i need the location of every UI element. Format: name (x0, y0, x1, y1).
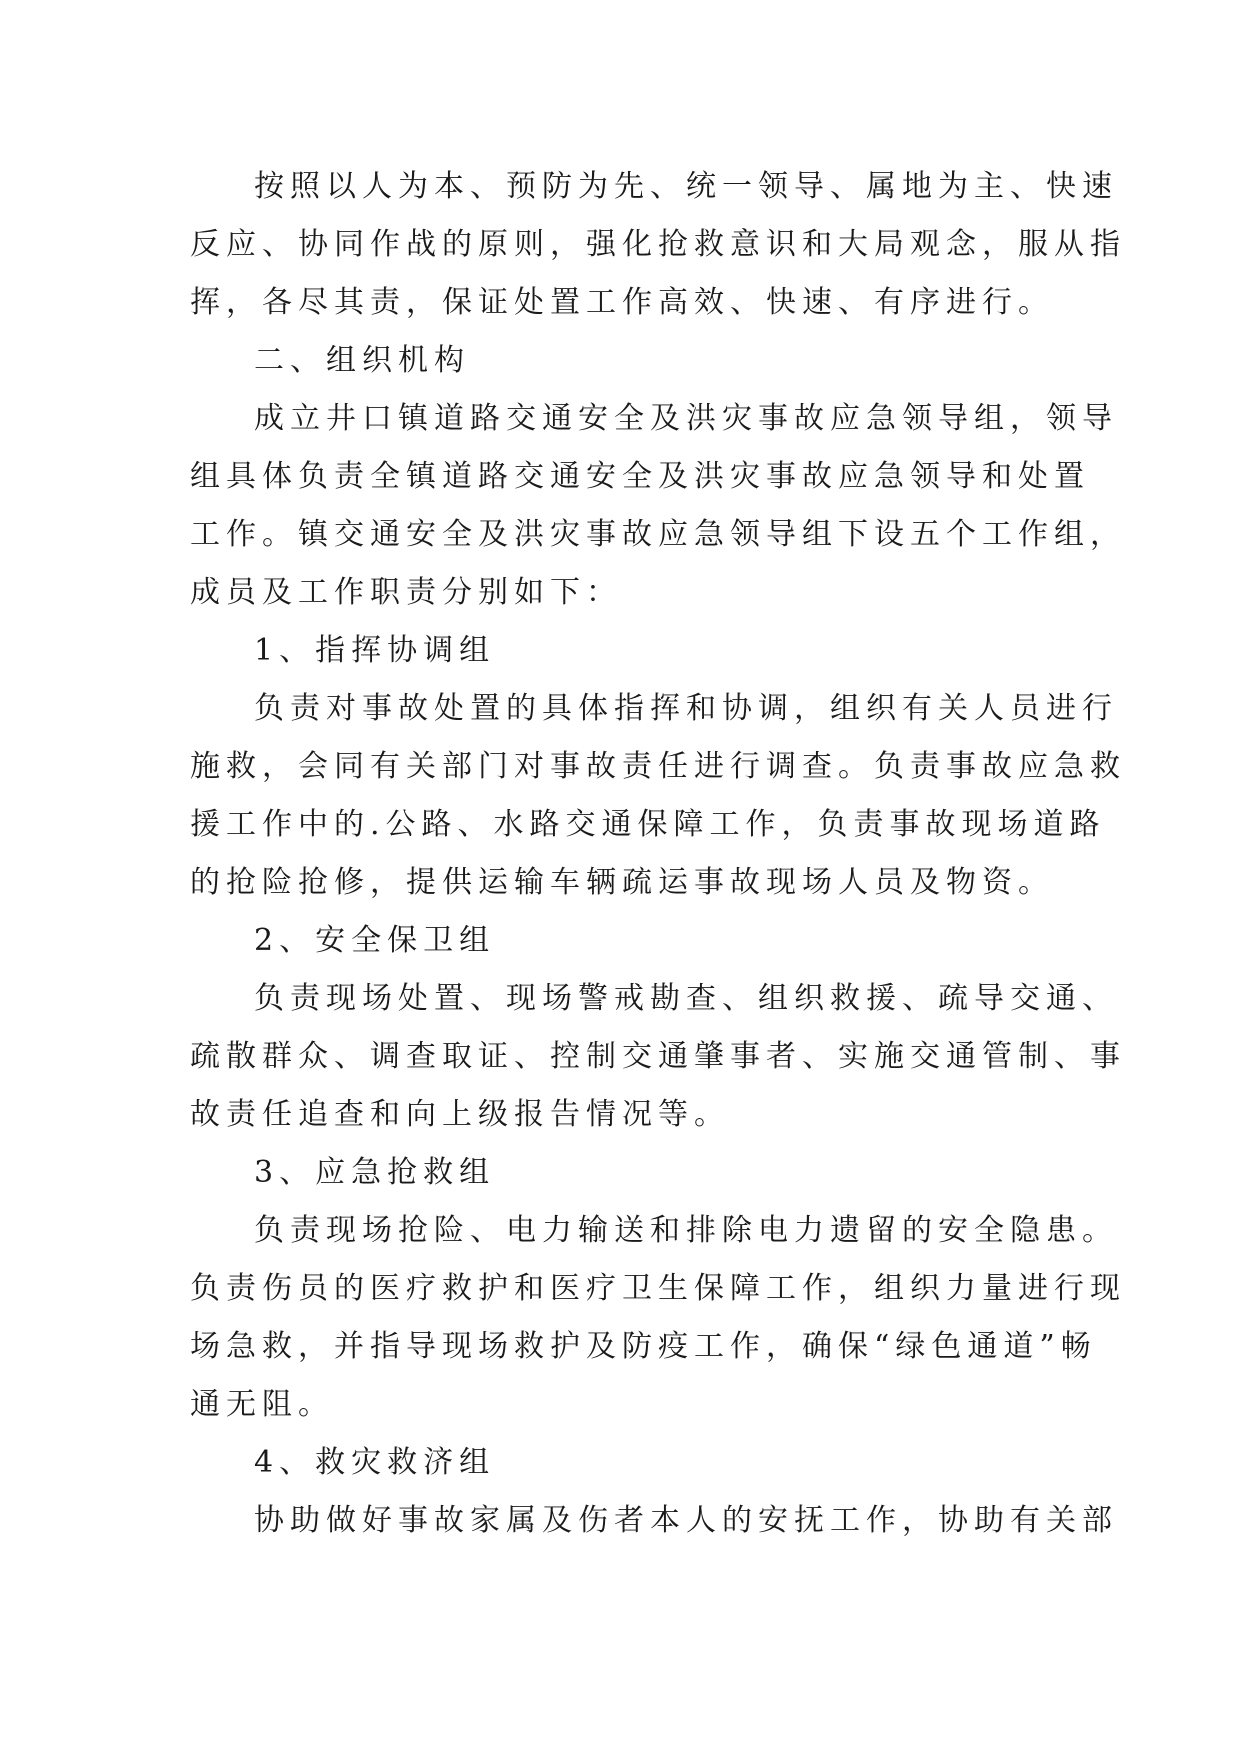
paragraph-line: 负责现场抢险、电力输送和排除电力遗留的安全隐患。 (254, 1213, 1118, 1248)
paragraph-line: 挥，各尽其责，保证处置工作高效、快速、有序进行。 (190, 285, 1054, 320)
paragraph-line: 通无阻。 (190, 1387, 334, 1422)
paragraph-line: 疏散群众、调查取证、控制交通肇事者、实施交通管制、事 (190, 1039, 1126, 1074)
subsection-heading: 1、指挥协调组 (254, 633, 496, 668)
paragraph-line: 工作。镇交通安全及洪灾事故应急领导组下设五个工作组， (190, 517, 1126, 552)
paragraph-line: 负责现场处置、现场警戒勘查、组织救援、疏导交通、 (254, 981, 1118, 1016)
paragraph-line: 成立井口镇道路交通安全及洪灾事故应急领导组，领导 (254, 401, 1118, 436)
paragraph-line: 的抢险抢修，提供运输车辆疏运事故现场人员及物资。 (190, 865, 1054, 900)
paragraph-line: 组具体负责全镇道路交通安全及洪灾事故应急领导和处置 (190, 459, 1090, 494)
paragraph-line: 援工作中的.公路、水路交通保障工作，负责事故现场道路 (190, 807, 1106, 842)
subsection-heading: 3、应急抢救组 (254, 1155, 496, 1190)
paragraph-line: 成员及工作职责分别如下： (190, 575, 622, 610)
paragraph-line: 按照以人为本、预防为先、统一领导、属地为主、快速 (254, 169, 1118, 204)
paragraph-line: 负责对事故处置的具体指挥和协调，组织有关人员进行 (254, 691, 1118, 726)
subsection-heading: 2、安全保卫组 (254, 923, 496, 958)
paragraph-line: 故责任追查和向上级报告情况等。 (190, 1097, 730, 1132)
paragraph-line: 场急救，并指导现场救护及防疫工作，确保“绿色通道”畅 (190, 1329, 1097, 1364)
paragraph-line: 协助做好事故家属及伤者本人的安抚工作，协助有关部 (254, 1503, 1118, 1538)
paragraph-line: 反应、协同作战的原则，强化抢救意识和大局观念，服从指 (190, 227, 1126, 262)
paragraph-line: 负责伤员的医疗救护和医疗卫生保障工作，组织力量进行现 (190, 1271, 1126, 1306)
section-heading: 二、组织机构 (254, 343, 470, 378)
paragraph-line: 施救，会同有关部门对事故责任进行调查。负责事故应急救 (190, 749, 1126, 784)
subsection-heading: 4、救灾救济组 (254, 1445, 496, 1480)
document-body (190, 158, 1126, 1550)
